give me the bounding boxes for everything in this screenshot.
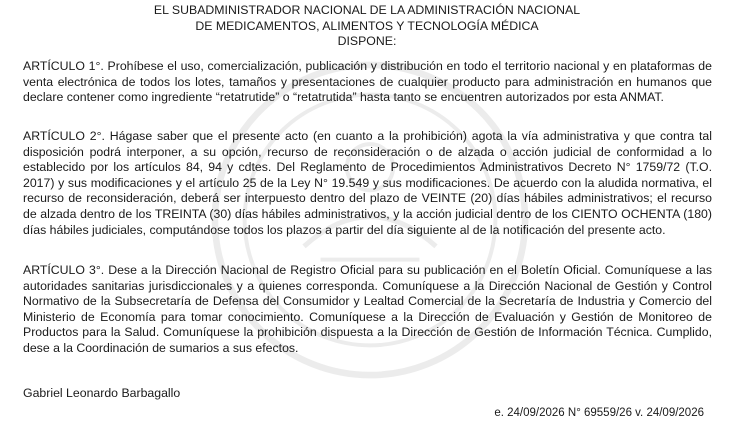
document-header (0, 3, 734, 50)
publication-reference: e. 24/09/2026 N° 69559/26 v. 24/09/2026 (494, 407, 704, 419)
header-line-2: DE MEDICAMENTOS, ALIMENTOS Y TECNOLOGÍA MÉDICA (195, 18, 539, 33)
header-line-1: EL SUBADMINISTRADOR NACIONAL DE LA ADMINISTRACIÓN NACIONAL (153, 3, 581, 17)
article-3: ARTÍCULO 3°. Dese a la Dirección Nacional de Registro Oficial para su publicación en el Boletín Oficial. Comuníquese a las autoridades sanitarias jurisdiccionales y a quienes corresponda. Comuníquese a la Dirección Nacional de Gestión y Control Normativo de la Subsecretaría de Defensa del Consumidor y Lealtad Comercial de la Secretaría de Industria y Comercio del Ministerio de Economía para tomar conocimiento. Comuníquese a la Dirección de Evaluación y Gestión de Monitoreo de Productos para la Salud. Comuníquese la prohibición dispuesta a la Dirección de Gestión de Información Técnica. Cumplido, dese a la Coordinación de sumarios a sus efectos. (23, 263, 712, 355)
article-2: ARTÍCULO 2°. Hágase saber que el presente acto (en cuanto a la prohibición) agota la vía administrativa y que contra tal disposición podrá interponer, a su opción, recurso de reconsideración o de alzada o acción judicial de conformidad a lo establecido por los artículos 84, 94 y cdtes. Del Reglamento de Procedimientos Administrativos Decreto N° 1759/72 (T.O. 2017) y sus modificaciones y el artículo 25 de la Ley N° 19.549 y sus modificaciones. De acuerdo con la aludida normativa, el recurso de reconsideración, deberá ser interpuesto dentro del plazo de VEINTE (20) días hábiles administrativos; el recurso de alzada dentro de los TREINTA (30) días hábiles administrativos, y la acción judicial dentro de los CIENTO OCHENTA (180) días hábiles judiciales, computándose todos los plazos a partir del día siguiente al de la notificación del presente acto. (23, 129, 712, 237)
signature-name: Gabriel Leonardo Barbagallo (23, 386, 181, 400)
article-1: ARTÍCULO 1°. Prohíbese el uso, comercialización, publicación y distribución en todo el territorio nacional y en plataformas de venta electrónica de todos los lotes, tamaños y presentaciones de cualquier producto para administración en humanos que declare contener como ingrediente “retatrutide” o “retatrutida” hasta tanto se encuentren autorizados por esta ANMAT. (23, 59, 712, 105)
header-line-3: DISPONE: (337, 34, 397, 48)
